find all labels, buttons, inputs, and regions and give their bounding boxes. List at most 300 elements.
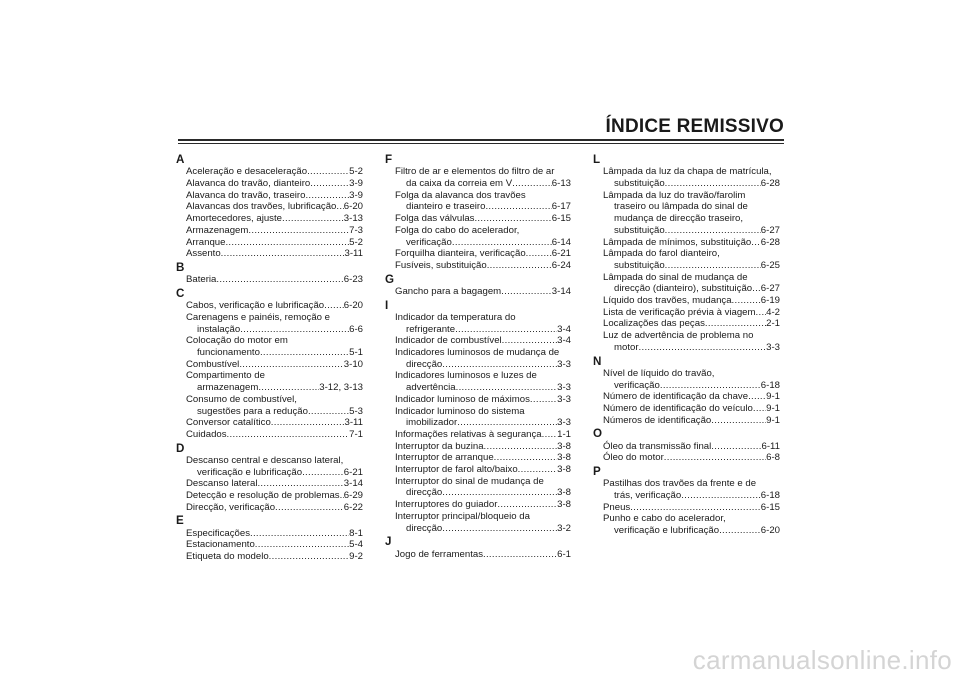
entry-text: Nível de líquido do travão, xyxy=(603,367,715,379)
index-entry xyxy=(176,490,363,502)
index-entry-line xyxy=(385,225,571,237)
index-entry xyxy=(385,523,571,535)
index-entry xyxy=(176,528,363,540)
entry-text: Alavancas dos travões, lubrificação xyxy=(186,201,337,213)
index-entry xyxy=(385,260,571,272)
entry-text: armazenagem xyxy=(197,382,259,394)
index-entry xyxy=(385,429,571,441)
page-ref: 3-11 xyxy=(344,248,363,260)
page-ref: 6-13 xyxy=(551,178,571,189)
index-entry-line xyxy=(593,166,780,178)
page-ref: 9-1 xyxy=(766,402,780,414)
page-ref: 6-18 xyxy=(760,379,780,391)
page-ref: 6-17 xyxy=(551,201,571,213)
dot-leader xyxy=(719,525,761,537)
page-ref: 3-9 xyxy=(349,189,363,201)
dot-leader xyxy=(216,274,343,286)
entry-text: Etiqueta do modelo xyxy=(186,551,269,563)
page-ref: 6-23 xyxy=(343,274,363,286)
index-entry xyxy=(176,551,363,563)
dot-leader xyxy=(308,406,349,418)
page-ref: 6-8 xyxy=(766,452,780,464)
entry-text: Cabos, verificação e lubrificação xyxy=(186,300,325,312)
dot-leader xyxy=(250,528,349,540)
entry-text: dianteiro e traseiro xyxy=(406,201,486,213)
page-ref: 3-3 xyxy=(557,417,571,429)
entry-text: verificação xyxy=(614,379,660,391)
section-letter: D xyxy=(176,441,185,455)
page-ref: 9-1 xyxy=(766,414,780,426)
index-entry-line xyxy=(593,330,780,342)
entry-text: substituição xyxy=(614,259,665,271)
entry-text: substituição xyxy=(614,224,665,236)
dot-leader xyxy=(282,213,344,225)
index-entry xyxy=(176,166,363,178)
page-ref: 9-2 xyxy=(349,551,363,563)
page-ref: 5-4 xyxy=(349,539,363,551)
page-ref: 7-1 xyxy=(349,428,363,440)
index-entry xyxy=(176,467,363,479)
index-entry xyxy=(385,201,571,213)
entry-text: Lâmpada da luz da chapa de matrícula, xyxy=(603,166,772,178)
page-ref: 5-2 xyxy=(349,236,363,248)
entry-text: Estacionamento xyxy=(186,539,255,551)
dot-leader xyxy=(442,359,557,371)
entry-text: Indicador da temperatura do xyxy=(395,311,516,323)
index-entry-line xyxy=(593,368,780,380)
index-entry xyxy=(385,324,571,336)
dot-leader xyxy=(239,359,343,371)
page-ref: 3-9 xyxy=(349,178,363,189)
page-ref: 3-13 xyxy=(343,213,363,225)
entry-text: verificação e lubrificação xyxy=(614,525,720,537)
section-letter: L xyxy=(593,153,601,166)
index-entry xyxy=(176,406,363,418)
dot-leader xyxy=(732,295,761,307)
page-ref: 6-20 xyxy=(343,201,363,213)
entry-text: Conversor catalítico xyxy=(186,417,271,429)
page-ref: 7-3 xyxy=(349,224,363,236)
page-ref: 3-8 xyxy=(557,440,571,452)
index-entry xyxy=(593,525,780,537)
section-letter: P xyxy=(593,465,601,479)
entry-text: substituição xyxy=(614,178,665,189)
index-entry xyxy=(385,178,571,190)
page-ref: 6-25 xyxy=(760,259,780,271)
dot-leader xyxy=(530,394,557,406)
page-ref: 6-15 xyxy=(551,213,571,225)
dot-leader xyxy=(512,178,552,190)
entry-text: trás, verificação xyxy=(614,490,682,502)
page-ref: 3-3 xyxy=(766,341,780,353)
page-ref: 6-29 xyxy=(343,490,363,502)
page-ref: 8-1 xyxy=(349,527,363,539)
dot-leader xyxy=(260,347,349,359)
index-entry xyxy=(176,201,363,213)
page-ref: 3-10 xyxy=(343,358,363,370)
title-rule-thick xyxy=(178,139,784,141)
entry-text: motor xyxy=(614,341,639,353)
entry-text: Bateria xyxy=(186,274,217,286)
section-letter: G xyxy=(385,272,395,286)
index-entry-line xyxy=(385,511,571,523)
entry-text: Interruptor de farol alto/baixo xyxy=(395,464,518,476)
dot-leader xyxy=(711,441,761,453)
page-ref: 9-1 xyxy=(766,391,780,403)
entry-text: traseiro ou lâmpada do sinal de xyxy=(614,201,748,213)
page-ref: 3-8 xyxy=(557,464,571,476)
page-ref: 5-3 xyxy=(349,405,363,417)
dot-leader xyxy=(227,429,350,441)
index-entry-line xyxy=(176,370,363,382)
entry-text: Forquilha dianteira, verificação xyxy=(395,248,526,260)
section-letter: J xyxy=(385,535,392,549)
dot-leader xyxy=(630,502,761,514)
dot-leader xyxy=(248,225,349,237)
section-letter: N xyxy=(593,354,602,368)
section-letter: E xyxy=(176,514,184,528)
page-ref: 6-22 xyxy=(343,501,363,513)
entry-text: instalação xyxy=(197,323,241,335)
page-ref: 5-2 xyxy=(349,166,363,178)
dot-leader xyxy=(455,324,557,336)
index-entry xyxy=(176,429,363,441)
index-entry xyxy=(176,248,363,260)
index-entry-line xyxy=(176,335,363,347)
dot-leader xyxy=(484,441,558,453)
dot-leader xyxy=(705,318,766,330)
dot-leader xyxy=(751,237,761,249)
entry-text: Pneus xyxy=(603,501,631,513)
index-entry xyxy=(593,318,780,330)
index-entry xyxy=(176,478,363,490)
index-entry-line xyxy=(176,394,363,406)
index-entry xyxy=(593,237,780,249)
index-entry xyxy=(176,502,363,514)
entry-text: advertência xyxy=(406,382,456,394)
page-ref: 3-14 xyxy=(343,478,363,490)
index-entry-line xyxy=(385,190,571,202)
index-entry-line xyxy=(385,370,571,382)
entry-text: Interruptores do guiador xyxy=(395,499,498,511)
index-entry xyxy=(593,283,780,295)
dot-leader xyxy=(501,286,552,298)
dot-leader xyxy=(756,307,767,319)
dot-leader xyxy=(526,248,552,260)
entry-text: Indicadores luminosos e luzes de xyxy=(395,370,537,382)
page-ref: 6-21 xyxy=(551,248,571,260)
entry-text: verificação xyxy=(406,236,452,248)
index-entry xyxy=(593,415,780,427)
page-ref: 6-28 xyxy=(760,178,780,189)
page-ref: 3-3 xyxy=(557,382,571,394)
index-entry-line xyxy=(593,513,780,525)
index-entry-line xyxy=(593,272,780,284)
dot-leader xyxy=(452,237,552,249)
dot-leader xyxy=(456,382,558,394)
index-entry xyxy=(593,260,780,272)
page-ref: 3-8 xyxy=(557,487,571,499)
entry-text: Lista de verificação prévia à viagem xyxy=(603,306,756,318)
dot-leader xyxy=(258,382,319,394)
index-entry xyxy=(593,452,780,464)
index-entry xyxy=(593,225,780,237)
page-ref: 6-6 xyxy=(349,323,363,335)
page-title: ÍNDICE REMISSIVO xyxy=(605,116,784,137)
entry-text: Punho e cabo do acelerador, xyxy=(603,513,726,525)
entry-text: Folga do cabo do acelerador, xyxy=(395,224,520,236)
dot-leader xyxy=(442,487,557,499)
entry-text: Folga da alavanca dos travões xyxy=(395,189,526,201)
entry-text: Luz de advertência de problema no xyxy=(603,330,754,342)
dot-leader xyxy=(487,260,552,272)
dot-leader xyxy=(542,429,557,441)
index-entry-line xyxy=(593,190,780,202)
entry-text: funcionamento xyxy=(197,347,260,359)
entry-text: Interruptor principal/bloqueio da xyxy=(395,510,530,522)
index-entry xyxy=(385,237,571,249)
index-entry xyxy=(385,335,571,347)
entry-text: Indicadores luminosos de mudança de xyxy=(395,347,560,359)
page-ref: 3-11 xyxy=(344,417,363,429)
index-entry xyxy=(385,452,571,464)
entry-text: Armazenagem xyxy=(186,224,249,236)
entry-text: Lâmpada da luz do travão/farolim xyxy=(603,189,746,201)
entry-text: Fusíveis, substituição xyxy=(395,259,487,271)
index-entry-line xyxy=(593,248,780,260)
index-entry xyxy=(176,417,363,429)
entry-text: Indicador de combustível xyxy=(395,335,502,347)
dot-leader xyxy=(257,478,343,490)
index-entry xyxy=(385,499,571,511)
page-ref: 6-27 xyxy=(760,224,780,236)
index-entry xyxy=(593,391,780,403)
dot-leader xyxy=(336,201,343,213)
entry-text: Combustível xyxy=(186,358,240,370)
index-entry xyxy=(593,307,780,319)
page-ref: 5-1 xyxy=(349,347,363,359)
entry-text: Informações relativas à segurança xyxy=(395,428,542,440)
entry-text: Filtro de ar e elementos do filtro de ar xyxy=(395,166,555,178)
dot-leader xyxy=(221,248,345,260)
index-entry xyxy=(385,549,571,561)
entry-text: Alavanca do travão, dianteiro xyxy=(186,178,311,189)
index-entry xyxy=(593,342,780,354)
index-entry xyxy=(385,359,571,371)
index-entry xyxy=(176,382,363,394)
entry-text: Carenagens e painéis, remoção e xyxy=(186,311,330,323)
index-entry xyxy=(176,225,363,237)
index-entry xyxy=(176,237,363,249)
entry-text: Óleo da transmissão final xyxy=(603,440,712,452)
entry-text: Assento xyxy=(186,248,221,260)
page-ref: 6-19 xyxy=(760,295,780,307)
index-entry xyxy=(176,213,363,225)
dot-leader xyxy=(664,452,766,464)
entry-text: imobilizador xyxy=(406,417,458,429)
title-rule-thin xyxy=(178,143,784,144)
dot-leader xyxy=(269,551,349,563)
dot-leader xyxy=(307,166,349,178)
section-letter: A xyxy=(176,153,185,166)
entry-text: direcção xyxy=(406,487,443,499)
page-ref: 6-27 xyxy=(760,283,780,295)
page-ref: 6-15 xyxy=(760,501,780,513)
page-ref: 4-2 xyxy=(766,306,780,318)
entry-text: Pastilhas dos travões da frente e de xyxy=(603,478,757,490)
entry-text: direcção xyxy=(406,522,443,534)
entry-text: Indicador luminoso do sistema xyxy=(395,405,525,417)
section-letter: C xyxy=(176,286,185,300)
index-entry xyxy=(385,441,571,453)
dot-leader xyxy=(310,178,349,190)
index-entry xyxy=(385,382,571,394)
dot-leader xyxy=(711,415,766,427)
dot-leader xyxy=(485,201,551,213)
page-ref: 3-14 xyxy=(551,285,571,297)
index-entry xyxy=(176,539,363,551)
dot-leader xyxy=(225,237,349,249)
entry-text: Jogo de ferramentas xyxy=(395,548,483,560)
dot-leader xyxy=(271,417,345,429)
entry-text: Líquido dos travões, mudança xyxy=(603,295,732,307)
dot-leader xyxy=(494,452,557,464)
dot-leader xyxy=(255,539,349,551)
page-ref: 6-18 xyxy=(760,490,780,502)
dot-leader xyxy=(457,417,557,429)
entry-text: sugestões para a redução xyxy=(197,405,308,417)
index-entry xyxy=(176,190,363,202)
index-entry xyxy=(176,324,363,336)
entry-text: direcção (dianteiro), substituição xyxy=(614,283,753,295)
page-ref: 6-20 xyxy=(343,300,363,312)
page-ref: 6-24 xyxy=(551,259,571,271)
entry-text: Indicador luminoso de máximos xyxy=(395,393,530,405)
index-entry xyxy=(593,295,780,307)
index-entry xyxy=(593,490,780,502)
dot-leader xyxy=(665,260,761,272)
index-entry-line xyxy=(593,213,780,225)
entry-text: Interruptor de arranque xyxy=(395,452,494,464)
entry-text: Gancho para a bagagem xyxy=(395,285,502,297)
index-entry xyxy=(593,502,780,514)
index-entry-line xyxy=(593,478,780,490)
page-ref: 3-4 xyxy=(557,335,571,347)
page-ref: 3-3 xyxy=(557,358,571,370)
page-ref: 6-21 xyxy=(343,466,363,478)
page-ref: 2-1 xyxy=(766,318,780,330)
index-entry xyxy=(593,403,780,415)
entry-text: Interruptor da buzina xyxy=(395,440,484,452)
index-column-3 xyxy=(593,154,780,537)
entry-text: Descanso lateral xyxy=(186,478,258,490)
index-entry xyxy=(385,464,571,476)
dot-leader xyxy=(660,380,761,392)
dot-leader xyxy=(483,549,557,561)
dot-leader xyxy=(305,190,349,202)
entry-text: Lâmpada do farol dianteiro, xyxy=(603,248,720,260)
entry-text: Arranque xyxy=(186,236,226,248)
entry-text: Número de identificação da chave xyxy=(603,391,749,403)
dot-leader xyxy=(681,490,761,502)
index-entry-line xyxy=(176,455,363,467)
page-ref: 6-20 xyxy=(760,525,780,537)
dot-leader xyxy=(753,403,766,415)
index-entry xyxy=(176,300,363,312)
index-entry xyxy=(385,248,571,260)
dot-leader xyxy=(665,225,761,237)
entry-text: Números de identificação xyxy=(603,414,712,426)
section-letter: B xyxy=(176,260,185,274)
page-ref: 6-11 xyxy=(761,440,780,452)
dot-leader xyxy=(302,467,344,479)
dot-leader xyxy=(752,283,761,295)
entry-text: Aceleração e desaceleração xyxy=(186,166,308,178)
index-entry xyxy=(176,347,363,359)
index-entry xyxy=(385,487,571,499)
dot-leader xyxy=(474,213,551,225)
section-letter: O xyxy=(593,427,603,441)
page-ref: 3-12, 3-13 xyxy=(319,382,363,394)
index-entry xyxy=(385,417,571,429)
dot-leader xyxy=(518,464,557,476)
dot-leader xyxy=(748,391,766,403)
index-entry xyxy=(385,213,571,225)
index-entry-line xyxy=(593,201,780,213)
index-entry xyxy=(176,274,363,286)
index-entry xyxy=(385,286,571,298)
dot-leader xyxy=(665,178,761,190)
index-entry-line xyxy=(176,312,363,324)
dot-leader xyxy=(502,335,557,347)
index-entry xyxy=(385,394,571,406)
section-letter: F xyxy=(385,153,393,166)
section-letter: I xyxy=(385,298,389,312)
entry-text: Colocação do motor em xyxy=(186,335,288,347)
entry-text: Interruptor do sinal de mudança de xyxy=(395,475,544,487)
entry-text: direcção xyxy=(406,358,443,370)
dot-leader xyxy=(639,342,767,354)
entry-text: Alavanca do travão, traseiro xyxy=(186,189,306,201)
page-ref: 6-14 xyxy=(551,236,571,248)
entry-text: Lâmpada de mínimos, substituição xyxy=(603,236,752,248)
index-column-1 xyxy=(176,154,363,563)
entry-text: Direcção, verificação xyxy=(186,501,276,513)
index-entry-line xyxy=(385,476,571,488)
entry-text: Cuidados xyxy=(186,428,227,440)
index-entry xyxy=(593,441,780,453)
entry-text: verificação e lubrificação xyxy=(197,466,303,478)
index-column-2 xyxy=(385,154,571,560)
entry-text: Especificações xyxy=(186,527,250,539)
dot-leader xyxy=(275,502,344,514)
index-entry xyxy=(176,178,363,190)
index-entry xyxy=(593,380,780,392)
index-entry xyxy=(176,359,363,371)
dot-leader xyxy=(497,499,557,511)
entry-text: Consumo de combustível, xyxy=(186,393,297,405)
entry-text: Detecção e resolução de problemas xyxy=(186,490,340,502)
page-ref: 3-4 xyxy=(557,323,571,335)
entry-text: Localizações das peças xyxy=(603,318,705,330)
dot-leader xyxy=(324,300,344,312)
entry-text: Descanso central e descanso lateral, xyxy=(186,454,344,466)
page-ref: 6-1 xyxy=(557,548,571,560)
page-ref: 1-1 xyxy=(557,428,571,440)
entry-text: Folga das válvulas xyxy=(395,213,475,225)
index-entry-line xyxy=(385,347,571,359)
index-entry-line xyxy=(385,406,571,418)
